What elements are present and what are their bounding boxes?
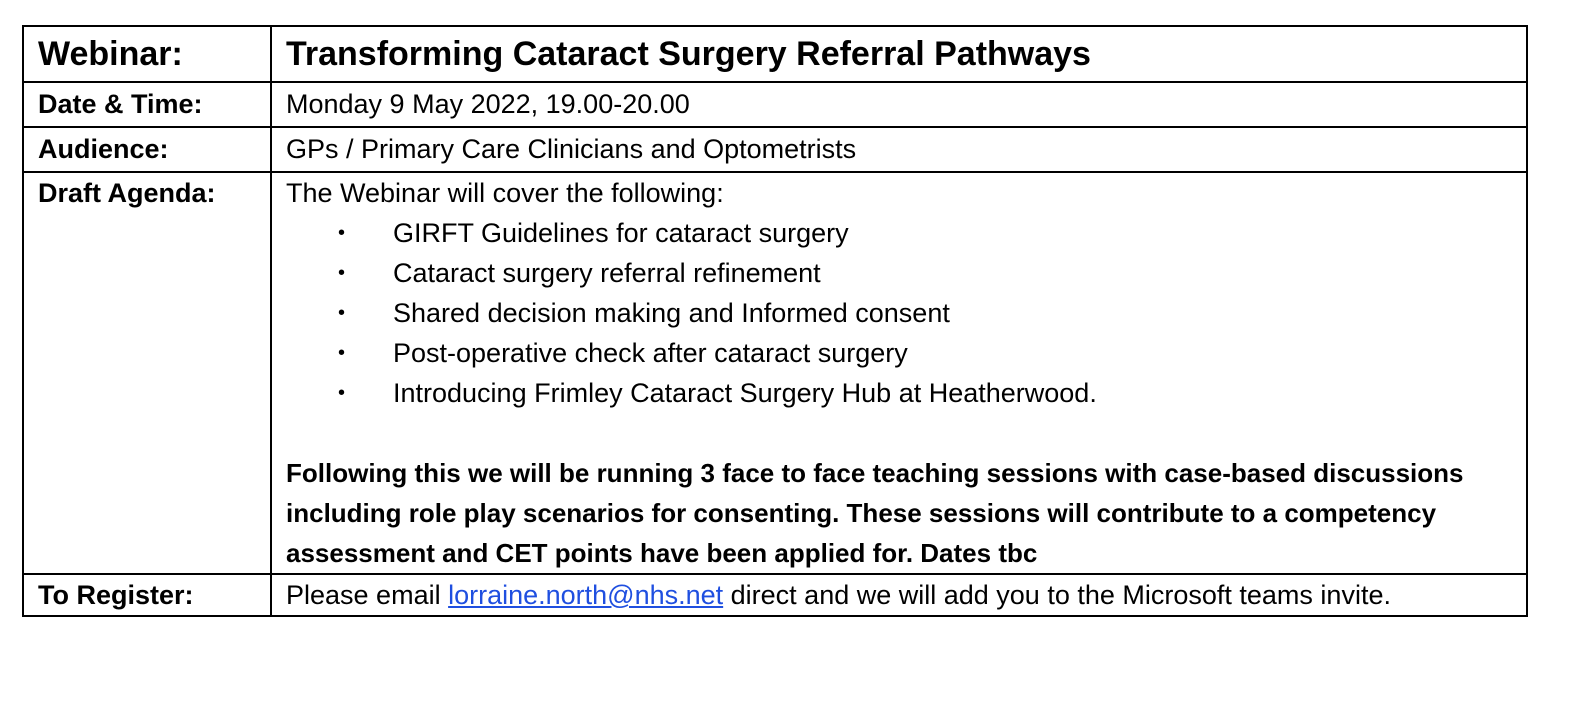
register-text-before: Please email: [286, 580, 449, 610]
webinar-title: Transforming Cataract Surgery Referral Pathways: [271, 26, 1527, 82]
audience-label: Audience:: [23, 127, 271, 172]
bullet-icon: •: [338, 222, 346, 244]
agenda-item: [286, 333, 1512, 373]
agenda-content: [271, 172, 1527, 574]
register-row: [23, 574, 1527, 616]
agenda-item-text: Cataract surgery referral refinement: [393, 258, 821, 288]
webinar-label: Webinar:: [23, 26, 271, 82]
register-text-after: direct and we will add you to the Microsoft teams invite.: [723, 580, 1391, 610]
audience-value: GPs / Primary Care Clinicians and Optometrists: [271, 127, 1527, 172]
audience-row: [23, 127, 1527, 172]
webinar-info-table: [22, 25, 1528, 617]
register-content: [271, 574, 1527, 616]
bullet-icon: •: [338, 262, 346, 284]
agenda-item-text: Shared decision making and Informed consent: [393, 298, 950, 328]
bullet-icon: •: [338, 302, 346, 324]
agenda-item-text: Post-operative check after cataract surgery: [393, 338, 908, 368]
agenda-list: [286, 213, 1512, 413]
agenda-item-text: GIRFT Guidelines for cataract surgery: [393, 218, 849, 248]
agenda-item-text: Introducing Frimley Cataract Surgery Hub at Heatherwood.: [393, 378, 1097, 408]
agenda-item: [286, 253, 1512, 293]
agenda-intro: The Webinar will cover the following:: [286, 178, 724, 208]
register-label: To Register:: [23, 574, 271, 616]
agenda-item: [286, 213, 1512, 253]
agenda-row: [23, 172, 1527, 574]
bullet-icon: •: [338, 342, 346, 364]
agenda-item: [286, 373, 1512, 413]
date-time-label: Date & Time:: [23, 82, 271, 127]
agenda-label: Draft Agenda:: [23, 172, 271, 574]
email-link[interactable]: lorraine.north@nhs.net: [448, 580, 724, 610]
date-time-value: Monday 9 May 2022, 19.00-20.00: [271, 82, 1527, 127]
teaching-sessions-note: Following this we will be running 3 face to face teaching sessions with case-based discussions including role play scenarios for consenting. These sessions will contribute to a competency assessment and CET points have been applied for. Dates tbc: [286, 458, 1464, 568]
webinar-row: [23, 26, 1527, 82]
date-time-row: [23, 82, 1527, 127]
agenda-item: [286, 293, 1512, 333]
bullet-icon: •: [338, 382, 346, 404]
